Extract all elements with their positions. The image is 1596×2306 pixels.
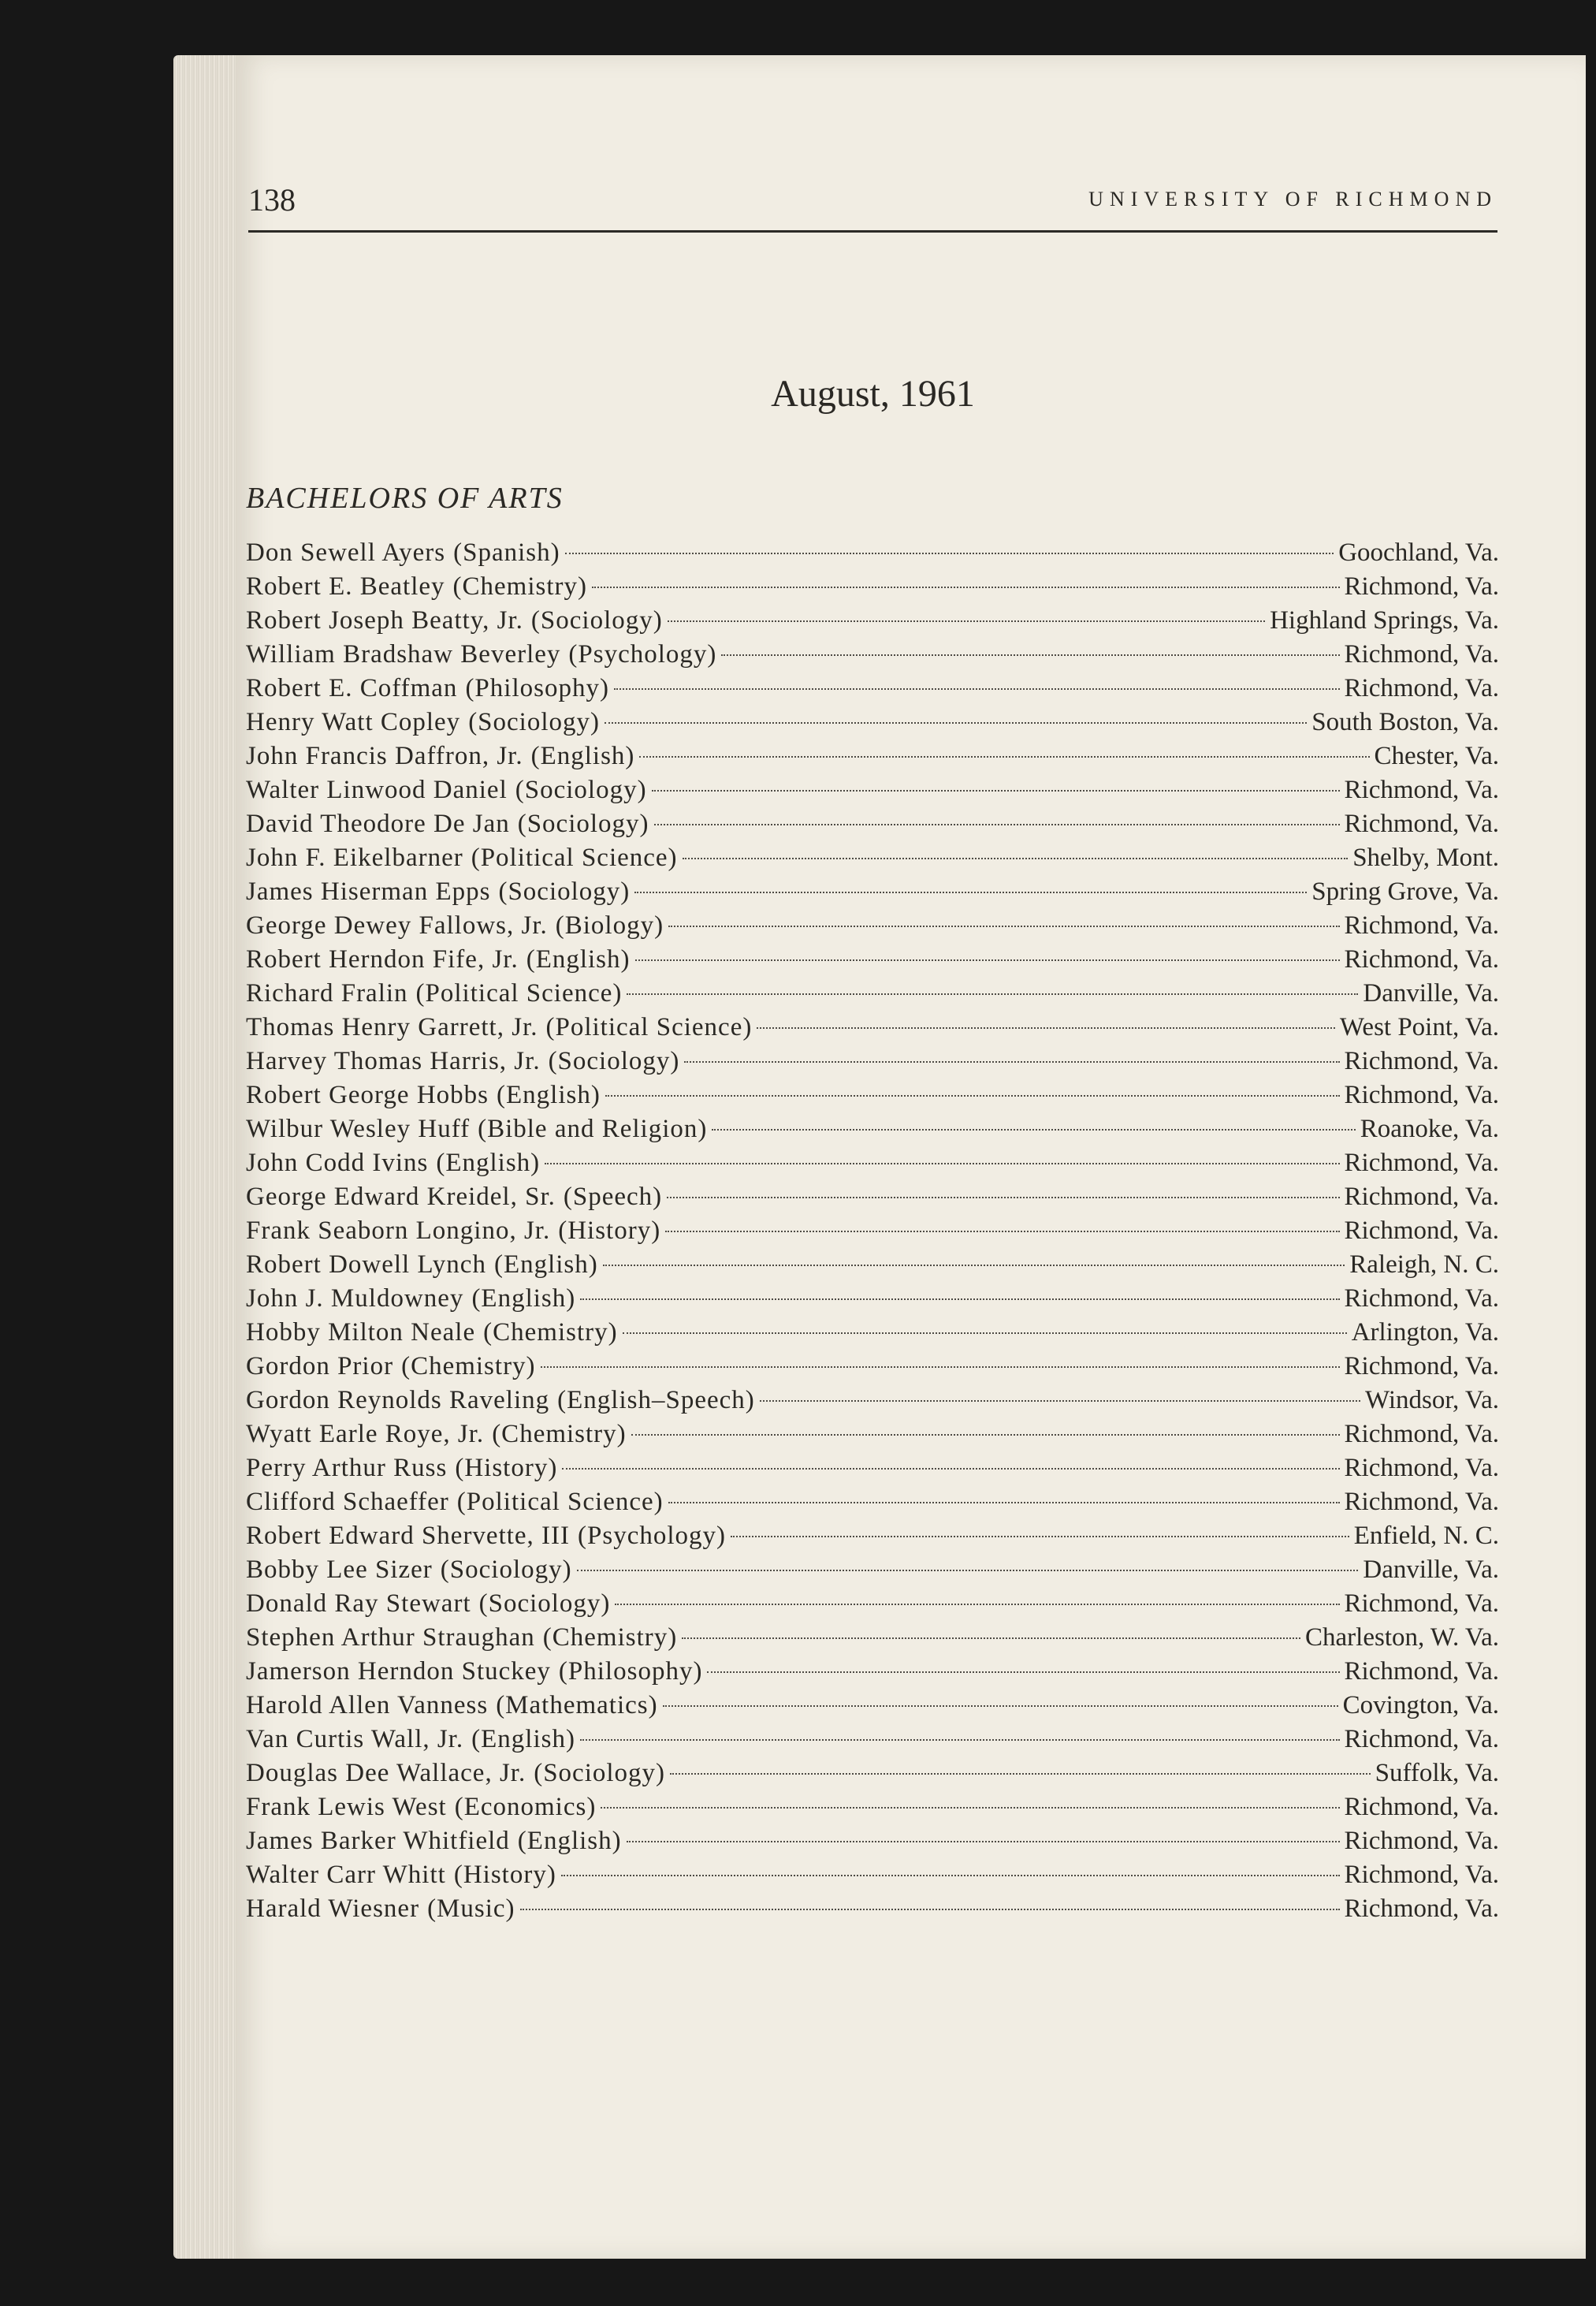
list-item — [246, 1488, 1499, 1522]
leader-dots — [663, 1705, 1338, 1707]
graduate-major: (Sociology) — [468, 708, 601, 736]
graduate-name: Walter Carr Whitt — [246, 1861, 446, 1889]
graduate-name: Wyatt Earle Roye, Jr. — [246, 1420, 485, 1448]
graduate-name: Henry Watt Copley — [246, 708, 461, 736]
list-item — [246, 708, 1499, 742]
leader-dots — [605, 722, 1307, 724]
list-item — [246, 640, 1499, 674]
graduate-name: Jamerson Herndon Stuckey — [246, 1657, 551, 1686]
leader-dots — [601, 1807, 1339, 1809]
leader-dots — [634, 892, 1307, 893]
graduate-hometown: Arlington, Va. — [1351, 1318, 1499, 1347]
graduate-hometown: Charleston, W. Va. — [1305, 1623, 1499, 1652]
graduate-name: James Barker Whitfield — [246, 1827, 510, 1855]
graduate-name: John J. Muldowney — [246, 1284, 464, 1313]
graduate-major: (Bible and Religion) — [478, 1115, 708, 1143]
leader-dots — [565, 553, 1334, 554]
graduate-hometown: Richmond, Va. — [1344, 1284, 1499, 1313]
graduate-name: Bobby Lee Sizer — [246, 1555, 433, 1584]
graduate-name: George Edward Kreidel, Sr. — [246, 1183, 556, 1211]
graduate-major: (Economics) — [454, 1793, 597, 1821]
list-item — [246, 1894, 1499, 1928]
list-item — [246, 979, 1499, 1013]
list-item — [246, 1250, 1499, 1284]
list-item — [246, 1454, 1499, 1488]
graduate-name: Richard Fralin — [246, 979, 408, 1008]
list-item — [246, 1623, 1499, 1657]
leader-dots — [682, 1637, 1300, 1639]
leader-dots — [614, 688, 1340, 690]
graduate-hometown: Richmond, Va. — [1344, 1725, 1499, 1753]
graduate-major: (Philosophy) — [465, 674, 609, 702]
leader-dots — [635, 959, 1340, 961]
leader-dots — [668, 620, 1265, 622]
graduate-name: David Theodore De Jan — [246, 810, 510, 838]
graduate-hometown: Richmond, Va. — [1344, 1861, 1499, 1889]
running-title: UNIVERSITY OF RICHMOND — [1088, 188, 1497, 210]
graduate-name: Clifford Schaeffer — [246, 1488, 449, 1516]
graduate-major: (English) — [530, 742, 635, 770]
leader-dots — [760, 1400, 1360, 1402]
list-item — [246, 1793, 1499, 1827]
list-item — [246, 810, 1499, 844]
graduate-major: (Political Science) — [415, 979, 623, 1008]
leader-dots — [652, 790, 1340, 792]
graduate-name: Perry Arthur Russ — [246, 1454, 448, 1482]
graduate-hometown: Richmond, Va. — [1344, 572, 1499, 601]
graduate-name: Frank Seaborn Longino, Jr. — [246, 1216, 551, 1245]
leader-dots — [577, 1570, 1359, 1571]
graduate-hometown: Richmond, Va. — [1344, 1081, 1499, 1109]
list-item — [246, 1555, 1499, 1589]
graduate-major: (English) — [436, 1149, 541, 1177]
graduate-name: Robert Herndon Fife, Jr. — [246, 945, 519, 974]
list-item — [246, 1149, 1499, 1183]
list-item — [246, 911, 1499, 945]
leader-dots — [520, 1909, 1340, 1910]
graduate-name: Walter Linwood Daniel — [246, 776, 508, 804]
graduate-major: (Sociology) — [498, 877, 631, 906]
leader-dots — [670, 1773, 1371, 1775]
list-item — [246, 1420, 1499, 1454]
graduate-major: (Political Science) — [456, 1488, 664, 1516]
graduate-major: (English) — [517, 1827, 622, 1855]
graduate-hometown: Richmond, Va. — [1344, 911, 1499, 940]
graduate-major: (English–Speech) — [557, 1386, 755, 1414]
graduate-major: (Music) — [427, 1894, 515, 1923]
list-item — [246, 945, 1499, 979]
list-item — [246, 538, 1499, 572]
graduate-hometown: Highland Springs, Va. — [1270, 606, 1499, 635]
list-item — [246, 1115, 1499, 1149]
graduate-hometown: Richmond, Va. — [1344, 1216, 1499, 1245]
graduate-name: Hobby Milton Neale — [246, 1318, 476, 1347]
graduate-hometown: Richmond, Va. — [1344, 1488, 1499, 1516]
graduate-name: Robert George Hobbs — [246, 1081, 489, 1109]
graduate-hometown: Chester, Va. — [1374, 742, 1499, 770]
leader-dots — [668, 1502, 1340, 1503]
graduate-name: John Codd Ivins — [246, 1149, 429, 1177]
graduate-major: (History) — [558, 1216, 661, 1245]
graduate-name: George Dewey Fallows, Jr. — [246, 911, 548, 940]
graduate-name: Donald Ray Stewart — [246, 1589, 471, 1618]
leader-dots — [605, 1095, 1340, 1097]
graduate-hometown: Richmond, Va. — [1344, 1420, 1499, 1448]
leader-dots — [603, 1265, 1345, 1266]
leader-dots — [668, 926, 1339, 927]
graduate-hometown: Enfield, N. C. — [1353, 1522, 1499, 1550]
list-item — [246, 776, 1499, 810]
graduate-hometown: Raleigh, N. C. — [1349, 1250, 1499, 1279]
list-item — [246, 1589, 1499, 1623]
graduate-major: (Mathematics) — [496, 1691, 658, 1719]
graduate-hometown: South Boston, Va. — [1311, 708, 1499, 736]
graduate-hometown: Danville, Va. — [1363, 979, 1499, 1008]
graduate-major: (Sociology) — [440, 1555, 572, 1584]
graduate-name: James Hiserman Epps — [246, 877, 491, 906]
list-item — [246, 1013, 1499, 1047]
list-item — [246, 674, 1499, 708]
list-item — [246, 1047, 1499, 1081]
graduate-major: (Chemistry) — [401, 1352, 536, 1380]
graduate-hometown: Richmond, Va. — [1344, 776, 1499, 804]
graduate-name: William Bradshaw Beverley — [246, 640, 561, 669]
leader-dots — [623, 1332, 1347, 1334]
graduate-name: Gordon Prior — [246, 1352, 394, 1380]
graduate-major: (English) — [493, 1250, 598, 1279]
graduate-hometown: Richmond, Va. — [1344, 1657, 1499, 1686]
section-heading: BACHELORS OF ARTS — [246, 482, 564, 515]
list-item — [246, 1691, 1499, 1725]
list-item — [246, 877, 1499, 911]
list-item — [246, 1081, 1499, 1115]
graduate-hometown: Richmond, Va. — [1344, 1454, 1499, 1482]
graduate-hometown: Goochland, Va. — [1338, 538, 1499, 567]
list-item — [246, 1657, 1499, 1691]
graduate-hometown: Shelby, Mont. — [1352, 844, 1499, 872]
graduate-hometown: West Point, Va. — [1339, 1013, 1499, 1041]
graduate-name: Frank Lewis West — [246, 1793, 447, 1821]
leader-dots — [561, 1875, 1340, 1876]
graduate-major: (Sociology) — [478, 1589, 611, 1618]
graduate-name: Robert Edward Shervette, III — [246, 1522, 571, 1550]
graduate-major: (Psychology) — [568, 640, 717, 669]
leader-dots — [580, 1298, 1339, 1300]
graduate-major: (Psychology) — [578, 1522, 727, 1550]
graduate-major: (English) — [471, 1725, 575, 1753]
graduate-name: Robert Joseph Beatty, Jr. — [246, 606, 523, 635]
graduate-name: Harold Allen Vanness — [246, 1691, 489, 1719]
leader-dots — [545, 1163, 1339, 1164]
leader-dots — [683, 858, 1349, 859]
graduate-major: (Sociology) — [515, 776, 647, 804]
graduate-name: Robert Dowell Lynch — [246, 1250, 486, 1279]
list-item — [246, 606, 1499, 640]
graduate-hometown: Richmond, Va. — [1344, 1183, 1499, 1211]
graduate-name: Van Curtis Wall, Jr. — [246, 1725, 464, 1753]
graduate-list — [246, 538, 1499, 1928]
graduate-hometown: Richmond, Va. — [1344, 1589, 1499, 1618]
list-item — [246, 1759, 1499, 1793]
graduate-major: (English) — [497, 1081, 601, 1109]
list-item — [246, 572, 1499, 606]
graduate-name: Robert E. Beatley — [246, 572, 445, 601]
graduate-major: (Speech) — [563, 1183, 663, 1211]
leader-dots — [639, 756, 1369, 758]
graduate-major: (Sociology) — [530, 606, 663, 635]
graduate-hometown: Windsor, Va. — [1365, 1386, 1499, 1414]
graduate-name: Gordon Reynolds Raveling — [246, 1386, 550, 1414]
page-header — [248, 181, 1497, 233]
graduate-major: (Political Science) — [545, 1013, 753, 1041]
graduate-major: (English) — [471, 1284, 576, 1313]
graduate-hometown: Suffolk, Va. — [1375, 1759, 1499, 1787]
graduate-hometown: Covington, Va. — [1342, 1691, 1499, 1719]
list-item — [246, 844, 1499, 877]
graduate-hometown: Richmond, Va. — [1344, 1827, 1499, 1855]
graduate-major: (Biology) — [555, 911, 664, 940]
leader-dots — [562, 1468, 1339, 1470]
graduate-major: (Chemistry) — [483, 1318, 618, 1347]
leader-dots — [615, 1604, 1339, 1605]
list-item — [246, 1352, 1499, 1386]
graduate-major: (History) — [455, 1454, 558, 1482]
list-item — [246, 1183, 1499, 1216]
leader-dots — [580, 1739, 1340, 1741]
list-item — [246, 1318, 1499, 1352]
list-item — [246, 1386, 1499, 1420]
graduate-major: (Sociology) — [517, 810, 649, 838]
graduate-hometown: Roanoke, Va. — [1360, 1115, 1499, 1143]
graduate-major: (Chemistry) — [452, 572, 587, 601]
leader-dots — [707, 1671, 1339, 1673]
leader-dots — [667, 1197, 1339, 1198]
graduate-hometown: Richmond, Va. — [1344, 1047, 1499, 1075]
graduate-name: Don Sewell Ayers — [246, 538, 446, 567]
leader-dots — [631, 1434, 1340, 1436]
leader-dots — [627, 993, 1358, 995]
graduate-major: (English) — [526, 945, 631, 974]
graduate-name: Stephen Arthur Straughan — [246, 1623, 535, 1652]
graduate-major: (Chemistry) — [542, 1623, 678, 1652]
graduate-major: (Philosophy) — [558, 1657, 703, 1686]
graduate-hometown: Richmond, Va. — [1344, 810, 1499, 838]
graduate-name: Douglas Dee Wallace, Jr. — [246, 1759, 526, 1787]
graduate-hometown: Richmond, Va. — [1344, 640, 1499, 669]
page-number: 138 — [248, 182, 296, 218]
graduate-hometown: Richmond, Va. — [1344, 1793, 1499, 1821]
list-item — [246, 742, 1499, 776]
leader-dots — [627, 1841, 1340, 1842]
list-item — [246, 1216, 1499, 1250]
leader-dots — [721, 654, 1339, 656]
graduate-name: John F. Eikelbarner — [246, 844, 463, 872]
graduate-name: Harvey Thomas Harris, Jr. — [246, 1047, 541, 1075]
leader-dots — [757, 1027, 1335, 1029]
graduate-name: John Francis Daffron, Jr. — [246, 742, 523, 770]
leader-dots — [541, 1366, 1340, 1368]
graduate-hometown: Richmond, Va. — [1344, 1149, 1499, 1177]
leader-dots — [592, 587, 1340, 588]
graduate-name: Thomas Henry Garrett, Jr. — [246, 1013, 538, 1041]
graduate-hometown: Richmond, Va. — [1344, 1894, 1499, 1923]
list-item — [246, 1861, 1499, 1894]
graduate-name: Robert E. Coffman — [246, 674, 458, 702]
list-item — [246, 1725, 1499, 1759]
leader-dots — [684, 1061, 1339, 1063]
graduate-major: (Chemistry) — [492, 1420, 627, 1448]
graduate-major: (Sociology) — [548, 1047, 680, 1075]
leader-dots — [665, 1231, 1339, 1232]
list-item — [246, 1827, 1499, 1861]
graduate-name: Harald Wiesner — [246, 1894, 420, 1923]
list-item — [246, 1284, 1499, 1318]
page-title: August, 1961 — [771, 373, 975, 415]
graduate-name: Wilbur Wesley Huff — [246, 1115, 471, 1143]
graduate-hometown: Richmond, Va. — [1344, 674, 1499, 702]
graduate-hometown: Richmond, Va. — [1344, 945, 1499, 974]
graduate-hometown: Spring Grove, Va. — [1311, 877, 1499, 906]
leader-dots — [712, 1129, 1355, 1131]
graduate-hometown: Danville, Va. — [1363, 1555, 1499, 1584]
graduate-major: (History) — [453, 1861, 556, 1889]
leader-dots — [654, 824, 1340, 825]
graduate-major: (Political Science) — [471, 844, 678, 872]
graduate-major: (Spanish) — [453, 538, 560, 567]
graduate-hometown: Richmond, Va. — [1344, 1352, 1499, 1380]
list-item — [246, 1522, 1499, 1555]
leader-dots — [731, 1536, 1349, 1537]
graduate-major: (Sociology) — [534, 1759, 666, 1787]
